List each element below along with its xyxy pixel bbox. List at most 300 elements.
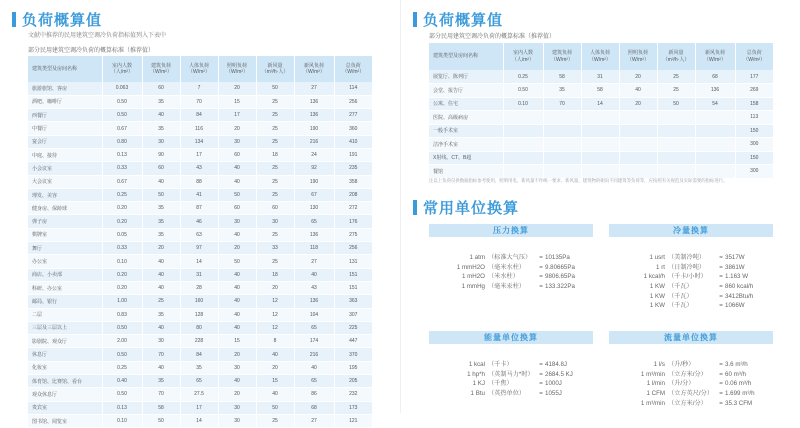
converted-value: 1055J	[545, 390, 562, 398]
table-cell: 70	[142, 348, 180, 361]
equals-sign: =	[539, 263, 543, 271]
table-cell: 118	[294, 242, 334, 255]
cooling-conversion-list	[609, 253, 773, 311]
energy-heading: 能量单位换算	[429, 331, 593, 344]
table-cell: 0.50	[102, 321, 142, 334]
table-cell: 18	[256, 148, 294, 161]
table-cell: 104	[294, 308, 334, 321]
table-cell: 150	[735, 124, 773, 138]
table-cell: 25	[657, 70, 695, 84]
table-cell: 25	[657, 84, 695, 98]
table-cell: 177	[735, 70, 773, 84]
table-row	[28, 348, 372, 361]
table-cell	[695, 124, 735, 138]
table-cell: 68	[695, 70, 735, 84]
unit-name: （美制冷吨）	[668, 254, 706, 261]
equals-sign: =	[719, 399, 723, 407]
table-cell: 0.67	[102, 122, 142, 135]
conversion-row	[609, 360, 773, 370]
equals-sign: =	[719, 263, 723, 271]
table-cell: 25	[256, 188, 294, 201]
table-cell: 28	[180, 281, 218, 294]
conversion-row	[429, 370, 593, 380]
row-label: 中餐厅	[28, 122, 102, 135]
table-cell: 25	[256, 175, 294, 188]
table-cell: 20	[142, 242, 180, 255]
row-label: 医院、高级病房	[429, 111, 503, 125]
row-label: 健身房、保龄球	[28, 202, 102, 215]
table-cell	[619, 165, 657, 179]
table-footnote: 注以上负荷仅供数据指标参考使用，照明用电、新风量不作统一要求、新风量、建筑物的朝向不同建筑等负荷等，应按照有关规范及实际需要的指标进行。	[429, 178, 728, 183]
right-load-table	[429, 43, 773, 179]
table-cell	[619, 138, 657, 152]
table-cell: 1.00	[102, 295, 142, 308]
table-row	[429, 165, 773, 179]
right-title-text: 负荷概算值	[423, 12, 504, 29]
table-cell: 40	[218, 175, 256, 188]
table-row	[28, 162, 372, 175]
table-cell: 35	[142, 228, 180, 241]
column-header: 人体负荷 （W/m²）	[581, 43, 619, 70]
table-cell: 272	[334, 202, 372, 215]
table-cell	[581, 111, 619, 125]
table-cell: 43	[180, 162, 218, 175]
table-cell: 40	[218, 375, 256, 388]
table-cell: 40	[256, 348, 294, 361]
units-section-title	[413, 197, 519, 218]
table-cell: 0.10	[503, 97, 543, 111]
table-cell: 84	[180, 348, 218, 361]
table-cell: 190	[294, 175, 334, 188]
table-cell: 35	[142, 308, 180, 321]
table-cell: 307	[334, 308, 372, 321]
table-cell: 0.50	[503, 84, 543, 98]
table-cell: 0.13	[102, 148, 142, 161]
energy-conversion-list	[429, 360, 593, 399]
conversion-row	[609, 282, 773, 292]
table-cell: 0.10	[102, 255, 142, 268]
left-table-caption: 部分民用建筑空调冷负荷的概算标准（推荐值）	[28, 48, 155, 54]
table-row	[28, 135, 372, 148]
row-label: 二层	[28, 308, 102, 321]
table-cell: 40	[218, 321, 256, 334]
right-table-caption: 部分民用建筑空调冷负荷的概算标准（推荐值）	[429, 34, 556, 40]
unit-value: 1 kcal/h	[643, 273, 665, 281]
table-cell: 40	[142, 255, 180, 268]
converted-value: 0.06 m³/h	[725, 380, 752, 388]
column-header: 建筑类型及房间名称	[429, 43, 503, 70]
unit-name: （立方米/分）	[668, 399, 707, 407]
table-cell: 14	[581, 97, 619, 111]
equals-sign: =	[719, 302, 723, 310]
table-cell: 20	[256, 361, 294, 374]
table-cell	[543, 151, 581, 165]
table-row	[28, 414, 372, 427]
table-row	[28, 335, 372, 348]
table-cell: 30	[218, 215, 256, 228]
table-cell: 14	[180, 414, 218, 427]
table-cell: 70	[543, 97, 581, 111]
column-header: 人体负荷 （W/m²）	[180, 56, 218, 82]
table-cell	[503, 124, 543, 138]
table-cell: 30	[218, 135, 256, 148]
table-cell: 20	[218, 348, 256, 361]
table-row	[429, 151, 773, 165]
table-cell: 68	[294, 401, 334, 414]
row-label: 三层及三层以上	[28, 321, 102, 334]
unit-value: 1 m³/min	[640, 370, 665, 378]
row-label: 办公室	[28, 255, 102, 268]
table-cell: 25	[256, 228, 294, 241]
row-label: 观众休息厅	[28, 388, 102, 401]
table-cell: 7	[180, 82, 218, 95]
table-cell: 50	[142, 414, 180, 427]
table-row	[28, 228, 372, 241]
row-label: 餐馆	[429, 165, 503, 179]
table-cell: 360	[334, 122, 372, 135]
table-cell: 65	[294, 215, 334, 228]
table-cell	[503, 151, 543, 165]
row-label: 大会议室	[28, 175, 102, 188]
table-cell: 58	[142, 401, 180, 414]
left-section-title	[12, 9, 102, 30]
table-cell: 277	[334, 109, 372, 122]
table-cell: 0.10	[102, 414, 142, 427]
table-cell	[657, 151, 695, 165]
table-cell: 0.33	[102, 242, 142, 255]
column-header: 建筑类型及房间名称	[28, 56, 102, 82]
row-label: 酒吧、咖啡厅	[28, 95, 102, 108]
table-cell: 25	[256, 255, 294, 268]
table-cell: 70	[142, 388, 180, 401]
unit-name: （立方英尺/分）	[668, 390, 714, 398]
row-label: 宴会厅	[28, 135, 102, 148]
table-cell: 60	[142, 162, 180, 175]
table-cell	[543, 138, 581, 152]
table-cell: 24	[294, 148, 334, 161]
unit-name: （千卡）	[488, 361, 513, 368]
table-cell: 0.50	[102, 95, 142, 108]
table-cell: 410	[334, 135, 372, 148]
conversion-row	[429, 253, 593, 263]
table-cell: 0.33	[102, 162, 142, 175]
unit-value: 1 l/s	[653, 361, 665, 368]
column-header: 总负荷 （W/m²）	[735, 43, 773, 70]
table-cell: 30	[142, 335, 180, 348]
conversion-row	[609, 370, 773, 380]
left-load-table	[28, 56, 372, 428]
table-cell: 35	[142, 122, 180, 135]
row-label: X射线、CT、B超	[429, 151, 503, 165]
table-row	[28, 375, 372, 388]
table-cell: 97	[180, 242, 218, 255]
table-cell	[581, 124, 619, 138]
converted-value: 1066W	[725, 302, 745, 310]
table-cell: 35	[543, 84, 581, 98]
table-cell: 27	[294, 82, 334, 95]
table-cell: 58	[543, 70, 581, 84]
table-cell: 40	[218, 308, 256, 321]
table-cell: 31	[581, 70, 619, 84]
table-cell: 15	[218, 95, 256, 108]
table-cell: 35	[180, 361, 218, 374]
table-cell: 0.20	[102, 281, 142, 294]
table-cell: 130	[294, 202, 334, 215]
table-cell: 40	[619, 84, 657, 98]
converted-value: 133.322Pa	[545, 283, 575, 291]
unit-name: （毫米水柱）	[488, 263, 526, 271]
table-cell: 40	[142, 268, 180, 281]
table-cell	[657, 124, 695, 138]
table-row	[28, 388, 372, 401]
table-cell: 447	[334, 335, 372, 348]
table-cell: 0.40	[102, 375, 142, 388]
left-page	[0, 0, 400, 425]
table-cell: 30	[218, 414, 256, 427]
table-cell: 50	[657, 97, 695, 111]
table-cell: 134	[180, 135, 218, 148]
conversion-row	[429, 272, 593, 282]
table-cell: 50	[142, 188, 180, 201]
row-label: 旅游旅馆、客房	[28, 82, 102, 95]
table-cell	[695, 151, 735, 165]
table-cell: 60	[142, 82, 180, 95]
conversion-row	[609, 399, 773, 409]
table-cell: 300	[735, 138, 773, 152]
table-cell: 40	[142, 281, 180, 294]
table-cell: 20	[218, 242, 256, 255]
table-cell: 17	[180, 401, 218, 414]
column-header: 照明负荷 （W/m²）	[218, 56, 256, 82]
table-cell: 25	[256, 122, 294, 135]
column-header: 建筑负荷 （W/m²）	[142, 56, 180, 82]
row-label: 西餐厅	[28, 109, 102, 122]
table-cell: 35	[142, 95, 180, 108]
table-row	[28, 268, 372, 281]
equals-sign: =	[539, 370, 543, 378]
cooling-heading: 冷量换算	[609, 224, 773, 237]
equals-sign: =	[719, 380, 723, 388]
table-cell: 30	[142, 135, 180, 148]
column-header: 新风量 （m³/h·人）	[256, 56, 294, 82]
table-cell: 33	[256, 242, 294, 255]
converted-value: 9806.65Pa	[545, 273, 575, 281]
table-cell: 30	[218, 361, 256, 374]
converted-value: 860 kcal/h	[725, 283, 754, 291]
table-cell: 173	[334, 401, 372, 414]
table-row	[28, 255, 372, 268]
table-cell: 225	[334, 321, 372, 334]
table-cell: 25	[256, 135, 294, 148]
table-cell: 20	[619, 70, 657, 84]
conversion-row	[429, 360, 593, 370]
table-cell: 88	[180, 175, 218, 188]
table-row	[429, 138, 773, 152]
converted-value: 10135Pa	[545, 254, 570, 261]
table-cell: 40	[294, 361, 334, 374]
table-cell: 40	[218, 228, 256, 241]
table-cell: 190	[294, 122, 334, 135]
table-cell: 131	[334, 255, 372, 268]
row-label: 科研、办公室	[28, 281, 102, 294]
equals-sign: =	[719, 273, 723, 281]
equals-sign: =	[539, 380, 543, 388]
unit-name: （立方米/分）	[668, 370, 707, 378]
row-label: 展览厅、陈列厅	[429, 70, 503, 84]
table-cell: 256	[334, 95, 372, 108]
column-header: 室内人数 （人/m²）	[503, 43, 543, 70]
table-cell	[503, 138, 543, 152]
row-label: 棋牌室	[28, 228, 102, 241]
unit-value: 1 mmH2O	[456, 263, 485, 271]
table-cell: 0.25	[102, 361, 142, 374]
table-cell: 70	[180, 95, 218, 108]
unit-name: （千焦）	[488, 380, 513, 388]
title-accent-bar	[413, 200, 417, 215]
table-cell: 114	[334, 82, 372, 95]
table-cell	[695, 138, 735, 152]
row-label: 小会议室	[28, 162, 102, 175]
unit-value: 1 rt	[656, 263, 665, 271]
table-cell: 35	[142, 202, 180, 215]
table-cell	[657, 111, 695, 125]
table-row	[28, 95, 372, 108]
table-cell: 256	[334, 242, 372, 255]
equals-sign: =	[539, 254, 543, 261]
table-cell: 136	[695, 84, 735, 98]
column-header: 建筑负荷 （W/m²）	[543, 43, 581, 70]
table-cell: 121	[334, 414, 372, 427]
table-cell: 27	[294, 414, 334, 427]
table-cell: 27	[294, 255, 334, 268]
table-cell	[657, 138, 695, 152]
table-cell: 128	[180, 308, 218, 321]
table-row	[28, 401, 372, 414]
unit-value: 1 KJ	[472, 380, 485, 388]
table-cell: 90	[142, 148, 180, 161]
table-cell: 20	[256, 281, 294, 294]
table-cell: 30	[256, 215, 294, 228]
unit-name: （千卡/小时）	[668, 273, 707, 281]
table-cell: 40	[294, 268, 334, 281]
equals-sign: =	[719, 292, 723, 300]
table-cell: 25	[256, 414, 294, 427]
equals-sign: =	[719, 370, 723, 378]
converted-value: 1.699 m³/h	[725, 390, 755, 398]
row-label: 公寓、住宅	[429, 97, 503, 111]
unit-value: 1 usrt	[649, 254, 665, 261]
table-cell: 0.25	[503, 70, 543, 84]
table-cell: 65	[180, 375, 218, 388]
table-cell: 60	[218, 202, 256, 215]
table-cell: 208	[334, 188, 372, 201]
table-cell: 151	[334, 281, 372, 294]
table-cell: 86	[294, 388, 334, 401]
table-cell: 80	[180, 321, 218, 334]
table-cell: 0.063	[102, 82, 142, 95]
row-label: 洁净手术室	[429, 138, 503, 152]
table-cell: 0.20	[102, 268, 142, 281]
table-cell	[503, 165, 543, 179]
column-header: 室内人数 （人/m²）	[102, 56, 142, 82]
table-cell: 25	[256, 162, 294, 175]
unit-name: （千瓦）	[668, 302, 693, 310]
table-cell: 50	[218, 188, 256, 201]
conversion-row	[609, 263, 773, 273]
conversion-row	[429, 282, 593, 292]
row-label: 体育馆、比赛馆、看台	[28, 375, 102, 388]
table-cell: 151	[334, 268, 372, 281]
table-cell: 20	[218, 388, 256, 401]
table-cell: 50	[256, 401, 294, 414]
converted-value: 3861W	[725, 263, 745, 271]
equals-sign: =	[539, 273, 543, 281]
table-cell: 12	[256, 295, 294, 308]
column-header: 总负荷 （W/m²）	[334, 56, 372, 82]
conversion-row	[609, 301, 773, 311]
equals-sign: =	[539, 390, 543, 398]
table-cell	[543, 111, 581, 125]
table-cell: 30	[218, 401, 256, 414]
table-cell: 18	[256, 268, 294, 281]
converted-value: 3412Btu/h	[725, 292, 754, 300]
table-cell: 20	[619, 97, 657, 111]
table-row	[28, 295, 372, 308]
table-cell	[695, 111, 735, 125]
flow-conversion-list	[609, 360, 773, 408]
table-cell: 92	[294, 162, 334, 175]
table-cell: 150	[735, 151, 773, 165]
table-cell: 41	[180, 188, 218, 201]
converted-value: 1.163 W	[725, 273, 749, 281]
right-section-title	[413, 9, 503, 30]
pressure-heading: 压力换算	[429, 224, 593, 237]
table-cell: 116	[180, 122, 218, 135]
table-cell: 46	[180, 215, 218, 228]
table-cell: 370	[334, 348, 372, 361]
table-row	[429, 70, 773, 84]
pressure-conversion-list	[429, 253, 593, 292]
table-cell	[695, 165, 735, 179]
converted-value: 3517W	[725, 254, 745, 261]
row-label: 休息厅	[28, 348, 102, 361]
table-row	[28, 175, 372, 188]
table-cell: 228	[180, 335, 218, 348]
row-label: 化妆室	[28, 361, 102, 374]
unit-value: 1 mmHg	[461, 283, 485, 291]
unit-value: 1 hp*h	[467, 370, 485, 378]
table-cell: 20	[218, 82, 256, 95]
table-cell: 12	[256, 308, 294, 321]
table-cell: 27.5	[180, 388, 218, 401]
table-cell: 40	[218, 281, 256, 294]
table-cell: 40	[142, 175, 180, 188]
row-label: 邮局、银行	[28, 295, 102, 308]
unit-name: （毫米汞柱）	[488, 283, 526, 291]
row-label: 舞厅	[28, 242, 102, 255]
table-cell: 40	[256, 388, 294, 401]
table-cell: 358	[334, 175, 372, 188]
table-cell: 50	[256, 82, 294, 95]
table-row	[28, 321, 372, 334]
table-cell: 232	[334, 388, 372, 401]
table-cell: 113	[735, 111, 773, 125]
unit-value: 1 mH2O	[461, 273, 485, 281]
table-cell: 275	[334, 228, 372, 241]
unit-name: （英制马力*时）	[488, 370, 534, 378]
table-cell: 2.00	[102, 335, 142, 348]
table-cell: 60	[218, 148, 256, 161]
